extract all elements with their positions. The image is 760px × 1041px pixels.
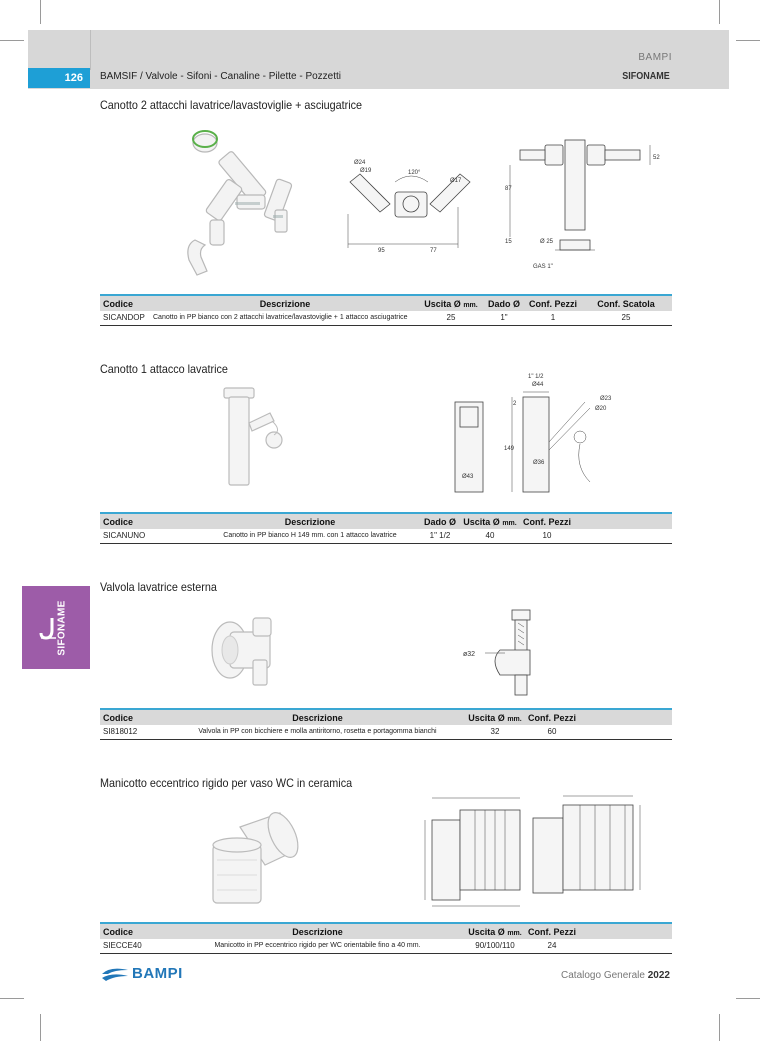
column-header: Descrizione xyxy=(150,295,420,311)
column-header: Descrizione xyxy=(170,709,465,725)
dimension-label: Ø24 xyxy=(354,160,366,166)
spec-table xyxy=(100,922,672,954)
column-header-empty xyxy=(579,923,672,939)
table-header-row xyxy=(100,513,672,529)
dimension-label: Ø 25 xyxy=(540,239,554,245)
dimension-label: Ø36 xyxy=(533,460,545,466)
table-header-row xyxy=(100,923,672,939)
cell-value: 32 xyxy=(465,725,525,739)
cell-value: 1" xyxy=(482,311,526,325)
cell-code: SICANUNO xyxy=(100,529,200,543)
column-header: Codice xyxy=(100,295,150,311)
column-header: Codice xyxy=(100,709,170,725)
column-header: Conf. Pezzi xyxy=(525,709,579,725)
column-header: Uscita Ø mm. xyxy=(420,295,482,311)
dimension-label: 52 xyxy=(653,155,660,161)
dimension-label: ø32 xyxy=(463,651,476,658)
header-divider xyxy=(90,30,91,70)
spec-table xyxy=(100,512,672,544)
product-photo xyxy=(212,385,287,490)
table-row xyxy=(100,939,672,953)
dimension-label: Ø19 xyxy=(360,168,372,174)
cell-value: 40 xyxy=(460,529,520,543)
bampi-logo-icon xyxy=(100,964,130,984)
spec-table xyxy=(100,294,672,326)
dimension-label: Ø23 xyxy=(600,396,612,402)
cell-description: Manicotto in PP eccentrico rigido per WC orientabile fino a 40 mm. xyxy=(170,939,465,953)
column-header: Descrizione xyxy=(170,923,465,939)
cell-code: SI818012 xyxy=(100,725,170,739)
column-header: Conf. Pezzi xyxy=(525,923,579,939)
technical-drawing xyxy=(525,790,650,912)
page-number: 126 xyxy=(28,68,90,88)
product-photo xyxy=(205,805,305,910)
cell-code: SIECCE40 xyxy=(100,939,170,953)
dimension-label: Ø17 xyxy=(450,178,462,184)
column-header: Conf. Pezzi xyxy=(526,295,580,311)
crop-mark xyxy=(736,40,760,41)
column-header: Uscita Ø mm. xyxy=(460,513,520,529)
column-header: Dado Ø xyxy=(420,513,460,529)
dimension-label: 15 xyxy=(505,239,512,245)
table-header-row xyxy=(100,295,672,311)
crop-mark xyxy=(719,0,720,24)
footer-logo: BAMPI xyxy=(132,965,183,982)
section-label: SIFONAME xyxy=(622,71,670,82)
column-header: Uscita Ø mm. xyxy=(465,923,525,939)
cell-description: Canotto in PP bianco con 2 attacchi lavatrice/lavastoviglie + 1 attacco asciugatrice xyxy=(150,311,420,325)
column-header: Codice xyxy=(100,923,170,939)
product-title: Canotto 2 attacchi lavatrice/lavastoviglie + asciugatrice xyxy=(100,98,363,112)
technical-drawing xyxy=(420,790,525,912)
dimension-label: 120° xyxy=(408,170,421,176)
cell-value: 1" 1/2 xyxy=(420,529,460,543)
column-header: Dado Ø xyxy=(482,295,526,311)
spec-table xyxy=(100,708,672,740)
product-photo xyxy=(175,125,320,280)
dimension-label: 87 xyxy=(505,186,512,192)
crop-mark xyxy=(0,998,24,999)
dimension-label: Ø20 xyxy=(595,406,607,412)
table-row xyxy=(100,311,672,325)
table-row xyxy=(100,725,672,739)
crop-mark xyxy=(40,1014,41,1041)
column-header-empty xyxy=(579,709,672,725)
crop-mark xyxy=(719,1014,720,1041)
footer-catalog: Catalogo Generale 2022 xyxy=(561,970,670,981)
header-brand: BAMPI xyxy=(638,52,672,63)
dimension-label: Ø43 xyxy=(462,474,474,480)
technical-drawing xyxy=(460,605,550,700)
dimension-label: 2 xyxy=(513,401,517,407)
side-tab-label: SIFONAME xyxy=(56,600,68,656)
cell-empty xyxy=(579,725,672,739)
column-header: Descrizione xyxy=(200,513,420,529)
dimension-label: GAS 1" xyxy=(533,264,553,270)
technical-drawing xyxy=(505,135,670,270)
column-header-empty xyxy=(574,513,672,529)
product-title: Valvola lavatrice esterna xyxy=(100,580,217,594)
cell-value: 60 xyxy=(525,725,579,739)
product-photo xyxy=(205,610,295,690)
crop-mark xyxy=(40,0,41,24)
cell-value: 1 xyxy=(526,311,580,325)
cell-code: SICANDOP xyxy=(100,311,150,325)
table-header-row xyxy=(100,709,672,725)
column-header: Codice xyxy=(100,513,200,529)
column-header: Conf. Pezzi xyxy=(520,513,574,529)
cell-empty xyxy=(579,939,672,953)
cell-value: 10 xyxy=(520,529,574,543)
cell-empty xyxy=(574,529,672,543)
dimension-label: 149 xyxy=(504,446,515,452)
technical-drawing xyxy=(450,372,615,497)
product-title: Manicotto eccentrico rigido per vaso WC in ceramica xyxy=(100,776,353,790)
dimension-label: 77 xyxy=(430,248,437,254)
dimension-label: 95 xyxy=(378,248,385,254)
cell-value: 24 xyxy=(525,939,579,953)
cell-value: 90/100/110 xyxy=(465,939,525,953)
table-row xyxy=(100,529,672,543)
product-title: Canotto 1 attacco lavatrice xyxy=(100,362,228,376)
crop-mark xyxy=(736,998,760,999)
cell-value: 25 xyxy=(420,311,482,325)
cell-value: 25 xyxy=(580,311,672,325)
dimension-label: 1" 1/2 xyxy=(528,374,544,380)
column-header: Uscita Ø mm. xyxy=(465,709,525,725)
column-header: Conf. Scatola xyxy=(580,295,672,311)
cell-description: Canotto in PP bianco H 149 mm. con 1 attacco lavatrice xyxy=(200,529,420,543)
dimension-label: Ø44 xyxy=(532,382,544,388)
crop-mark xyxy=(0,40,24,41)
cell-description: Valvola in PP con bicchiere e molla antiritorno, rosetta e portagomma bianchi xyxy=(170,725,465,739)
technical-drawing xyxy=(340,152,500,262)
breadcrumb: BAMSIF / Valvole - Sifoni - Canaline - Pilette - Pozzetti xyxy=(100,71,342,82)
